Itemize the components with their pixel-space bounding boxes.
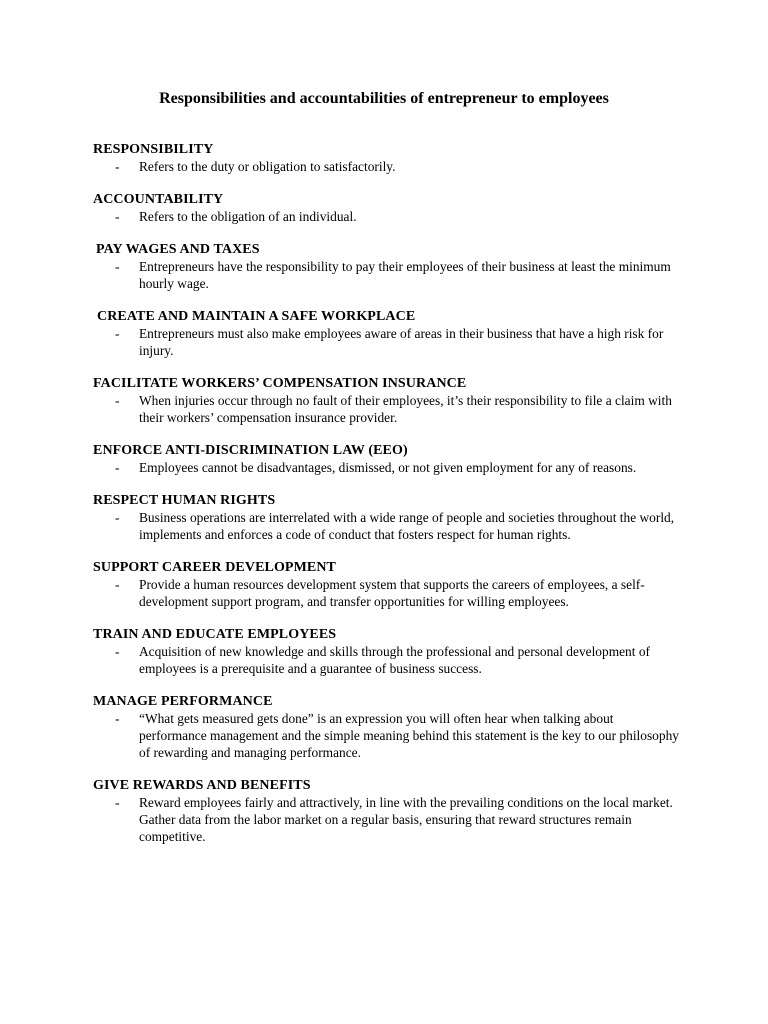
list-item: [93, 392, 683, 426]
section-anti-discrimination: [93, 442, 683, 476]
list-item: [93, 325, 683, 359]
list-item: [93, 710, 683, 761]
bullet-dash: -: [115, 393, 120, 408]
item-text: Refers to the obligation of an individual.: [139, 209, 357, 224]
item-text: Employees cannot be disadvantages, dismissed, or not given employment for any of reasons.: [139, 460, 637, 475]
bullet-dash: -: [115, 644, 120, 659]
section-heading: FACILITATE WORKERS’ COMPENSATION INSURANCE: [93, 376, 467, 391]
section-heading: RESPONSIBILITY: [93, 142, 214, 157]
list-item: [93, 794, 683, 845]
section-human-rights: [93, 492, 683, 543]
item-text: When injuries occur through no fault of their employees, it’s their responsibility to file a claim with their workers’ compensation insurance provider.: [139, 393, 672, 425]
bullet-dash: -: [115, 510, 120, 525]
item-text: Entrepreneurs must also make employees aware of areas in their business that have a high risk for injury.: [139, 326, 664, 358]
list-item: [93, 576, 683, 610]
item-text: Reward employees fairly and attractively, in line with the prevailing conditions on the local market. Gather data from the labor market on a regular basis, ensuring that reward structures remain competitive.: [139, 795, 673, 844]
item-text: “What gets measured gets done” is an expression you will often hear when talking about performance management and the simple meaning behind this statement is the key to our philosophy of rewarding and managing performance.: [139, 711, 679, 760]
section-manage-performance: [93, 693, 683, 761]
item-text: Refers to the duty or obligation to satisfactorily.: [139, 159, 396, 174]
item-text: Entrepreneurs have the responsibility to pay their employees of their business at least the minimum hourly wage.: [139, 259, 671, 291]
section-heading: ENFORCE ANTI-DISCRIMINATION LAW (EEO): [93, 443, 408, 458]
list-item: [93, 258, 683, 292]
sections-list: [93, 141, 683, 845]
item-text: Business operations are interrelated with a wide range of people and societies throughout the world, implements and enforces a code of conduct that fosters respect for human rights.: [139, 510, 675, 542]
bullet-dash: -: [115, 460, 120, 475]
section-career-development: [93, 559, 683, 610]
bullet-dash: -: [115, 795, 120, 810]
list-item: [93, 158, 683, 175]
section-train-educate: [93, 626, 683, 677]
section-heading: MANAGE PERFORMANCE: [93, 694, 273, 709]
item-text: Acquisition of new knowledge and skills through the professional and personal development of employees is a prerequisite and a guarantee of business success.: [139, 644, 650, 676]
section-responsibility: [93, 141, 683, 175]
bullet-dash: -: [115, 209, 120, 224]
list-item: [93, 509, 683, 543]
document-title: Responsibilities and accountabilities of entrepreneur to employees: [159, 90, 609, 107]
bullet-dash: -: [115, 259, 120, 274]
section-heading: PAY WAGES AND TAXES: [96, 242, 260, 257]
section-accountability: [93, 191, 683, 225]
list-item: [93, 643, 683, 677]
section-heading: TRAIN AND EDUCATE EMPLOYEES: [93, 627, 337, 642]
bullet-dash: -: [115, 326, 120, 341]
bullet-dash: -: [115, 711, 120, 726]
section-heading: SUPPORT CAREER DEVELOPMENT: [93, 560, 336, 575]
section-pay-wages: [93, 241, 683, 292]
bullet-dash: -: [115, 159, 120, 174]
list-item: [93, 208, 683, 225]
section-workers-compensation: [93, 375, 683, 426]
section-heading: RESPECT HUMAN RIGHTS: [93, 493, 276, 508]
item-text: Provide a human resources development system that supports the careers of employees, a self-development support program, and transfer opportunities for willing employees.: [139, 577, 645, 609]
section-safe-workplace: [93, 308, 683, 359]
section-rewards-benefits: [93, 777, 683, 845]
section-heading: CREATE AND MAINTAIN A SAFE WORKPLACE: [97, 309, 416, 324]
bullet-dash: -: [115, 577, 120, 592]
section-heading: ACCOUNTABILITY: [93, 192, 224, 207]
list-item: [93, 459, 683, 476]
section-heading: GIVE REWARDS AND BENEFITS: [93, 778, 311, 793]
